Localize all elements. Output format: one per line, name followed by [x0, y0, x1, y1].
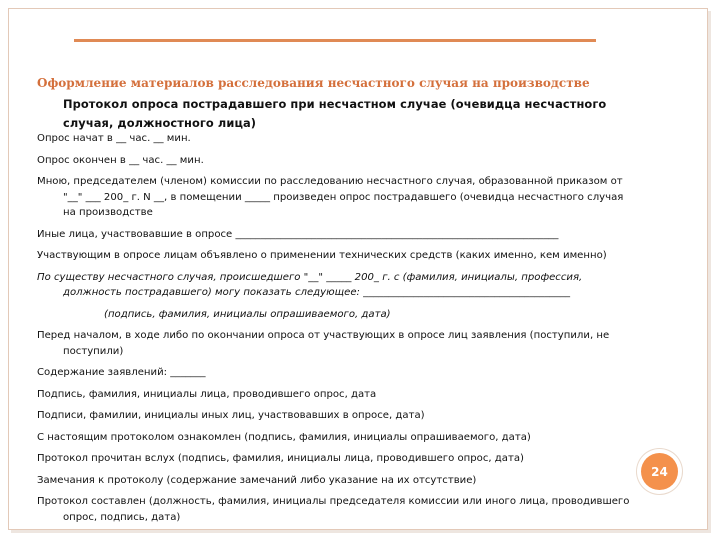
paragraph-technical-means: Участвующим в опросе лицам объявлено о применении технических средств (каких именно, кем именно)	[37, 250, 607, 261]
paragraph-end-time: Опрос окончен в __ час. __ мин.	[37, 154, 204, 166]
paragraph-interviewer: Мною, председателем (членом) комиссии по расследованию несчастного случая, образованной приказом от "__" ___ 200_ г. N __, в помещении _____ произведен опрос пострадавшего (очевидца несчастного случая на производстве	[37, 176, 624, 218]
decorative-rule	[74, 39, 596, 42]
paragraph-other-signatures: Подписи, фамилии, инициалы иных лиц, участвовавших в опросе, дата)	[37, 410, 425, 421]
paragraph-other-persons: Иные лица, участвовавшие в опросе ________________________________________________________________	[37, 228, 559, 240]
paragraph-statements-content: Содержание заявлений: _______	[37, 367, 206, 378]
protocol-body	[37, 131, 633, 531]
slide-title: Оформление материалов расследования несчастного случая на производстве	[37, 76, 590, 90]
paragraph-signature-note: (подпись, фамилия, инициалы опрашиваемого, дата)	[104, 308, 391, 320]
paragraph-read-aloud: Протокол прочитан вслух (подпись, фамилия, инициалы лица, проводившего опрос, дата)	[37, 453, 524, 464]
paragraph-testimony: По существу несчастного случая, происшедшего "__" _____ 200_ г. с (фамилия, инициалы, профессия, должность пострадавшего) могу показать следующее: _________________________________________	[37, 271, 583, 298]
paragraph-statements: Перед началом, в ходе либо по окончании опроса от участвующих в опросе лиц заявления (поступили, не поступили)	[37, 330, 610, 357]
paragraph-interviewer-signature: Подпись, фамилия, инициалы лица, проводившего опрос, дата	[37, 388, 377, 400]
protocol-heading: Протокол опроса пострадавшего при несчастном случае (очевидца несчастного случая, должностного лица)	[63, 97, 607, 130]
paragraph-acknowledged: С настоящим протоколом ознакомлен (подпись, фамилия, инициалы опрашиваемого, дата)	[37, 431, 531, 443]
paragraph-start-time: Опрос начат в __ час. __ мин.	[37, 133, 191, 144]
page-number-badge: 24	[641, 453, 678, 490]
paragraph-compiled-by: Протокол составлен (должность, фамилия, инициалы председателя комиссии или иного лица, проводившего опрос, подпись, дата)	[37, 496, 630, 523]
paragraph-remarks: Замечания к протоколу (содержание замечаний либо указание на их отсутствие)	[37, 474, 477, 486]
